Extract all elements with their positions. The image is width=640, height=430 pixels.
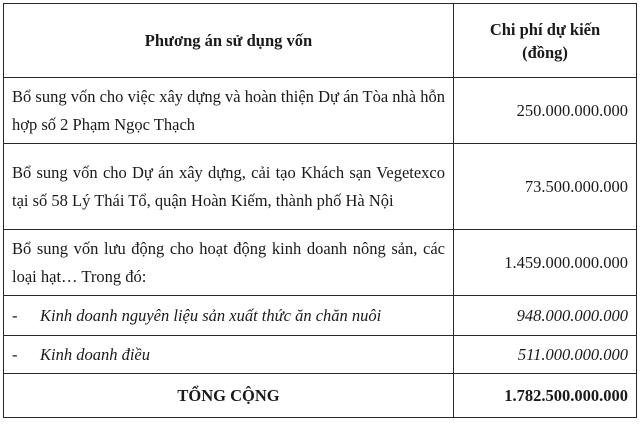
header-estimated-cost-unit: (đồng) — [522, 42, 568, 62]
row-subitem-description — [4, 336, 454, 374]
table-row — [4, 230, 637, 296]
row-bullet: - — [12, 305, 18, 325]
row-bullet: - — [12, 344, 18, 364]
row-amount: 948.000.000.000 — [454, 296, 637, 336]
table-total-row — [4, 374, 637, 418]
row-subitem-description — [4, 296, 454, 336]
row-amount: 1.459.000.000.000 — [454, 230, 637, 296]
total-amount: 1.782.500.000.000 — [454, 374, 637, 418]
header-estimated-cost — [454, 4, 637, 78]
table-header-row — [4, 4, 637, 78]
table-row — [4, 336, 637, 374]
header-estimated-cost-title: Chi phí dự kiến — [489, 19, 601, 39]
row-subitem-text: Kinh doanh điều — [40, 344, 150, 364]
header-usage-plan: Phương án sử dụng vốn — [4, 4, 454, 78]
row-amount: 73.500.000.000 — [454, 144, 637, 230]
row-amount: 511.000.000.000 — [454, 336, 637, 374]
table-row — [4, 296, 637, 336]
row-description: Bổ sung vốn lưu động cho hoạt động kinh doanh nông sản, các loại hạt… Trong đó: — [4, 230, 454, 296]
table-row — [4, 78, 637, 144]
row-subitem-text: Kinh doanh nguyên liệu sản xuất thức ăn chăn nuôi — [40, 305, 382, 325]
total-label: TỔNG CỘNG — [4, 374, 454, 418]
row-amount: 250.000.000.000 — [454, 78, 637, 144]
row-description: Bổ sung vốn cho Dự án xây dựng, cải tạo Khách sạn Vegetexco tại số 58 Lý Thái Tổ, quận Hoàn Kiếm, thành phố Hà Nội — [4, 144, 454, 230]
row-description: Bổ sung vốn cho việc xây dựng và hoàn thiện Dự án Tòa nhà hỗn hợp số 2 Phạm Ngọc Thạch — [4, 78, 454, 144]
capital-usage-table — [3, 3, 637, 418]
table-row — [4, 144, 637, 230]
